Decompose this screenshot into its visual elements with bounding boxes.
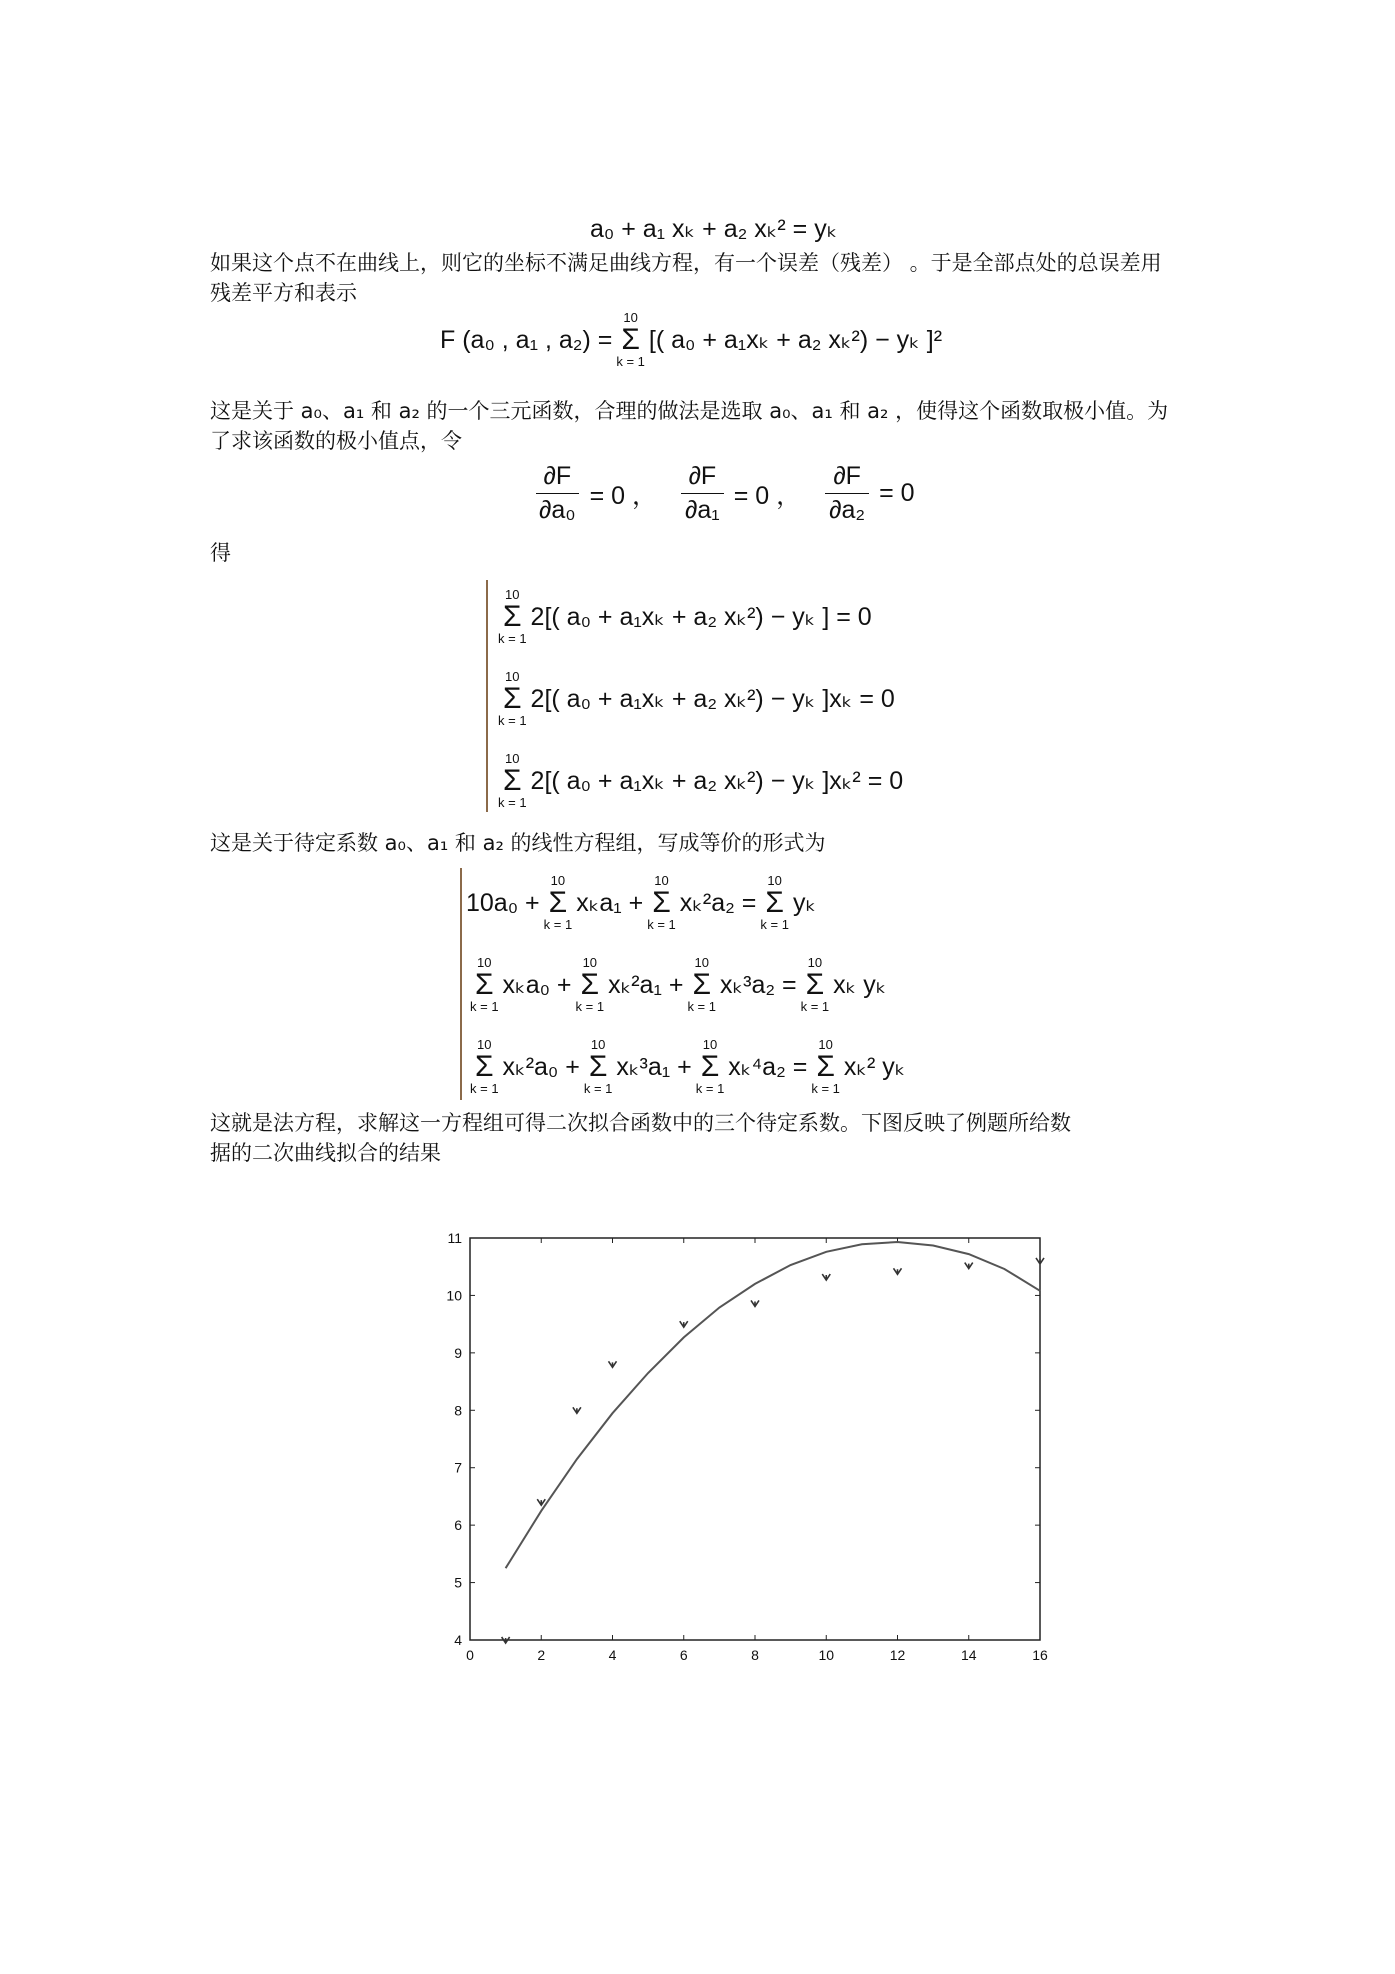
eq2-lhs: F (a₀ , a₁ , a₂) = [440, 325, 613, 354]
y-tick-label: 6 [454, 1517, 462, 1534]
x-tick-label: 4 [608, 1647, 617, 1660]
system2-row1: 10a₀ + 10 Σ k = 1 xₖa₁ + 10 Σ k = 1 xₖ²a₂ = 10 Σ k = 1 yₖ [466, 873, 817, 932]
x-tick-label: 12 [889, 1647, 906, 1660]
system1 [494, 576, 903, 822]
eq2-rhs: [( a₀ + a₁xₖ + a₂ xₖ²) − yₖ ]² [648, 326, 943, 354]
system1-row1: 10 Σ k = 1 2[( a₀ + a₁xₖ + a₂ xₖ²) − yₖ ] = 0 [498, 587, 872, 646]
data-point [573, 1407, 581, 1413]
x-tick-label: 2 [537, 1647, 546, 1660]
x-tick-label: 0 [466, 1647, 474, 1660]
fraction-dF-da1: $\frac{\partial F}{\text{∂a₁}}$ [677, 462, 728, 525]
system2-row3: 10 Σ k = 1 xₖ²a₀ + 10 Σ k = 1 xₖ³a₁ + 10 Σ k = 1 xₖ⁴a₂ = 10 Σ k = 1 xₖ² yₖ [470, 1037, 906, 1096]
data-point [894, 1268, 902, 1274]
quadratic-fit-chart [430, 1220, 1050, 1660]
paragraph-residual: 如果这个点不在曲线上，则它的坐标不满足曲线方程，有一个误差（残差） 。于是全部点处的总误差用残差平方和表示 [210, 251, 1162, 305]
system1-brace [486, 580, 488, 812]
y-tick-label: 5 [454, 1574, 462, 1591]
x-tick-label: 8 [751, 1647, 759, 1660]
fit-curve-line [506, 1242, 1040, 1568]
data-point [680, 1321, 688, 1327]
data-point [822, 1274, 830, 1280]
chart-axes [470, 1238, 1040, 1640]
data-point [537, 1499, 545, 1505]
fraction-dF-da0: $\frac{\partial F}{\text{∂a₀}}$ [531, 462, 584, 525]
y-tick-label: 8 [454, 1402, 462, 1419]
plot-frame [470, 1238, 1040, 1640]
fraction-dF-da2: $\frac{\partial F}{\text{∂a₂}}$ [821, 462, 873, 525]
x-tick-label: 6 [679, 1647, 688, 1660]
sigma-symbol: 10 Σ k = 1 [616, 310, 645, 369]
x-tick-label: 10 [818, 1647, 835, 1660]
y-tick-label: 7 [454, 1459, 462, 1476]
equation-partial-derivatives: $\frac{\partial F}{\text{∂a₀}}$ = 0 ， $\frac{\partial F}{\text{∂a₁}}$ = 0 ， $\frac{\partial F}{\text{∂a₂}}$ = 0 [525, 462, 915, 525]
paragraph-three-variable-function: 这是关于 a₀、a₁ 和 a₂ 的一个三元函数，合理的做法是选取 a₀、a₁ 和 a₂ ，使得这个函数取极小值。为了求该函数的极小值点，令 [210, 399, 1169, 453]
x-tick-label: 14 [960, 1647, 977, 1660]
y-tick-label: 11 [447, 1230, 462, 1246]
system2 [466, 862, 905, 1108]
system2-row2: 10 Σ k = 1 xₖa₀ + 10 Σ k = 1 xₖ²a₁ + 10 Σ k = 1 xₖ³a₂ = 10 Σ k = 1 xₖ yₖ [470, 955, 887, 1014]
equation-residual-sum [440, 310, 942, 370]
y-tick-label: 9 [454, 1344, 462, 1361]
system1-row2: 10 Σ k = 1 2[( a₀ + a₁xₖ + a₂ xₖ²) − yₖ ]xₖ = 0 [498, 669, 895, 728]
sum-upper-limit: 10 [623, 310, 638, 325]
text-therefore: 得 [210, 541, 231, 565]
y-tick-label: 4 [454, 1632, 462, 1648]
data-point [609, 1361, 617, 1367]
data-point [965, 1263, 973, 1269]
x-tick-label: 16 [1032, 1647, 1048, 1660]
y-tick-label: 10 [446, 1287, 462, 1304]
paragraph-normal-equation: 这就是法方程，求解这一方程组可得二次拟合函数中的三个待定系数。下图反映了例题所给数据的二次曲线拟合的结果 [210, 1111, 1071, 1165]
paragraph-linear-system: 这是关于待定系数 a₀、a₁ 和 a₂ 的线性方程组，写成等价的形式为 [210, 831, 826, 855]
chart-fit-curve [506, 1242, 1040, 1568]
sum-lower-limit: k = 1 [616, 354, 645, 369]
data-point [751, 1300, 759, 1306]
system1-row3: 10 Σ k = 1 2[( a₀ + a₁xₖ + a₂ xₖ²) − yₖ ]xₖ² = 0 [498, 751, 904, 810]
equation-point-on-curve: a₀ + a₁ xₖ + a₂ xₖ² = yₖ [590, 215, 838, 243]
system2-brace [460, 868, 462, 1100]
data-point [502, 1637, 510, 1643]
chart-ticks [446, 1230, 1048, 1660]
